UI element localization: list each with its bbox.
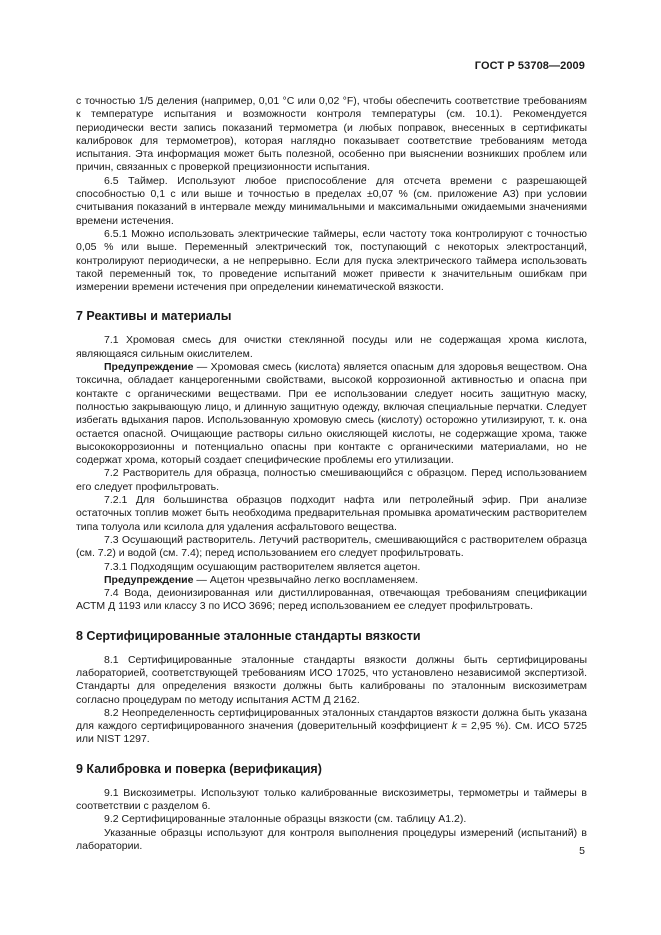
- page-number: 5: [579, 845, 585, 857]
- warning-label: Предупреждение: [104, 361, 194, 374]
- section-heading-7: 7 Реактивы и материалы: [76, 309, 232, 324]
- paragraph-9-1: 9.1 Вискозиметры. Используют только калиброванные вискозиметры, термометры и таймеры в соответствии с разделом 6.: [76, 786, 587, 813]
- coefficient-k: k: [451, 720, 458, 733]
- section-heading-8: 8 Сертифицированные эталонные стандарты вязкости: [76, 628, 421, 643]
- document-body: [76, 95, 587, 853]
- section-heading-9: 9 Калибровка и поверка (верификация): [76, 761, 322, 776]
- paragraph-8-2: [76, 707, 587, 747]
- paragraph-7-1: 7.1 Хромовая смесь для очистки стеклянной посуды или не содержащая хрома кислота, являющаяся сильным окислителем.: [76, 334, 587, 360]
- paragraph-7-2: 7.2 Растворитель для образца, полностью смешивающийся с образцом. Перед использованием его следует профильтровать.: [76, 467, 587, 493]
- document-header-id: ГОСТ Р 53708—2009: [474, 60, 585, 72]
- paragraph-7-4: 7.4 Вода, деионизированная или дистиллированная, отвечающая требованиям спецификации АСТМ Д 1193 или классу 3 по ИСО 3696; перед использованием ее следует профильтровать.: [76, 587, 587, 613]
- paragraph-8-2-part1: 8.2 Неопределенность сертифицированных эталонных стандартов вязкости должна быть указана для каждого сертифицированного значения (доверительный коэффициент: [76, 706, 587, 733]
- paragraph-thermometer-continued: с точностью 1/5 деления (например, 0,01 °С или 0,02 °F), чтобы обеспечить соответствие требованиям к температуре испытания и возможности контроля температуры (см. 10.1). Рекомендуется периодически вести запись показаний термометра (и любых поправок, внесенных в сертификаты калибровок для термометров), которая наглядно показывает соответствие требованиям метода испытания. Эта информация может быть полезной, особенно при выяснении возникших проблем или причин, связанных с проверкой прецизионности испытания.: [76, 95, 587, 174]
- paragraph-warning-chromic: [76, 361, 587, 467]
- warning-label: Предупреждение: [104, 573, 194, 586]
- paragraph-7-3-1: 7.3.1 Подходящим осушающим растворителем является ацетон.: [104, 560, 421, 573]
- paragraph-8-1: 8.1 Сертифицированные эталонные стандарты вязкости должны быть сертифицированы лабораторией, соответствующей требованиям ИСО 17025, что установлено независимой экспертизой. Стандарты для определения вязкости должны быть калиброваны по эталонным вискозиметрам согласно процедурам по методу испытания АСТМ Д 2162.: [76, 653, 587, 706]
- paragraph-6-5: 6.5 Таймер. Используют любое приспособление для отсчета времени с разрешающей способностью 0,1 с или выше и точностью в пределах ±0,07 % (см. приложение А3) при условии считывания показаний в интервале между минимальными и максимальными ожидаемыми значениями времени истечения.: [76, 174, 587, 227]
- paragraph-8-2-part2: = 2,95 %). См. ИСО 5725 или NIST 1297.: [76, 720, 587, 746]
- paragraph-9-2-note: Указанные образцы используют для контроля выполнения процедуры измерений (испытаний) в лаборатории.: [76, 826, 587, 852]
- paragraph-7-2-1: 7.2.1 Для большинства образцов подходит нафта или петролейный эфир. При анализе остаточных топлив может быть необходима предварительная промывка ароматическим растворителем типа толуола или ксилола для удаления асфальтового вещества.: [76, 494, 587, 533]
- warning-text: — Ацетон чрезвычайно легко воспламеняем.: [193, 573, 419, 586]
- warning-text: — Хромовая смесь (кислота) является опасным для здоровья веществом. Она токсична, обладает канцерогенными свойствами, высокой коррозионной активностью и опасна при контакте с органическими веществами. При ее использовании следует носить защитную маску, полностью закрывающую лицо, и длинную защитную одежду, включая специальные перчатки. Следует избегать вдыхания паров. Использованную хромовую смесь (кислоту) осторожно утилизируют, т. к. она остается опасной. Очищающие растворы сильно окисляющей кислоты, не содержащие хрома, также высококоррозионны и потенциально опасны при контакте с органическими материалами, но не содержат хрома, который создает специфические проблемы его утилизации.: [76, 361, 587, 467]
- paragraph-9-2: 9.2 Сертифицированные эталонные образцы вязкости (см. таблицу А1.2).: [104, 813, 467, 826]
- paragraph-7-3: 7.3 Осушающий растворитель. Летучий растворитель, смешивающийся с растворителем образца (см. 7.2) и водой (см. 7.4); перед использованием его следует профильтровать.: [76, 533, 587, 560]
- paragraph-6-5-1: 6.5.1 Можно использовать электрические таймеры, если частоту тока контролируют с точностью 0,05 % или выше. Переменный электрический ток, поступающий с некоторых электростанций, контролируют периодически, а не непрерывно. Если для пуска электрического таймера использовать такой переменный ток, то проведение испытаний может привести к значительным ошибкам при измерении времени истечения при определении кинематической вязкости.: [76, 227, 587, 294]
- paragraph-warning-acetone: [76, 574, 587, 587]
